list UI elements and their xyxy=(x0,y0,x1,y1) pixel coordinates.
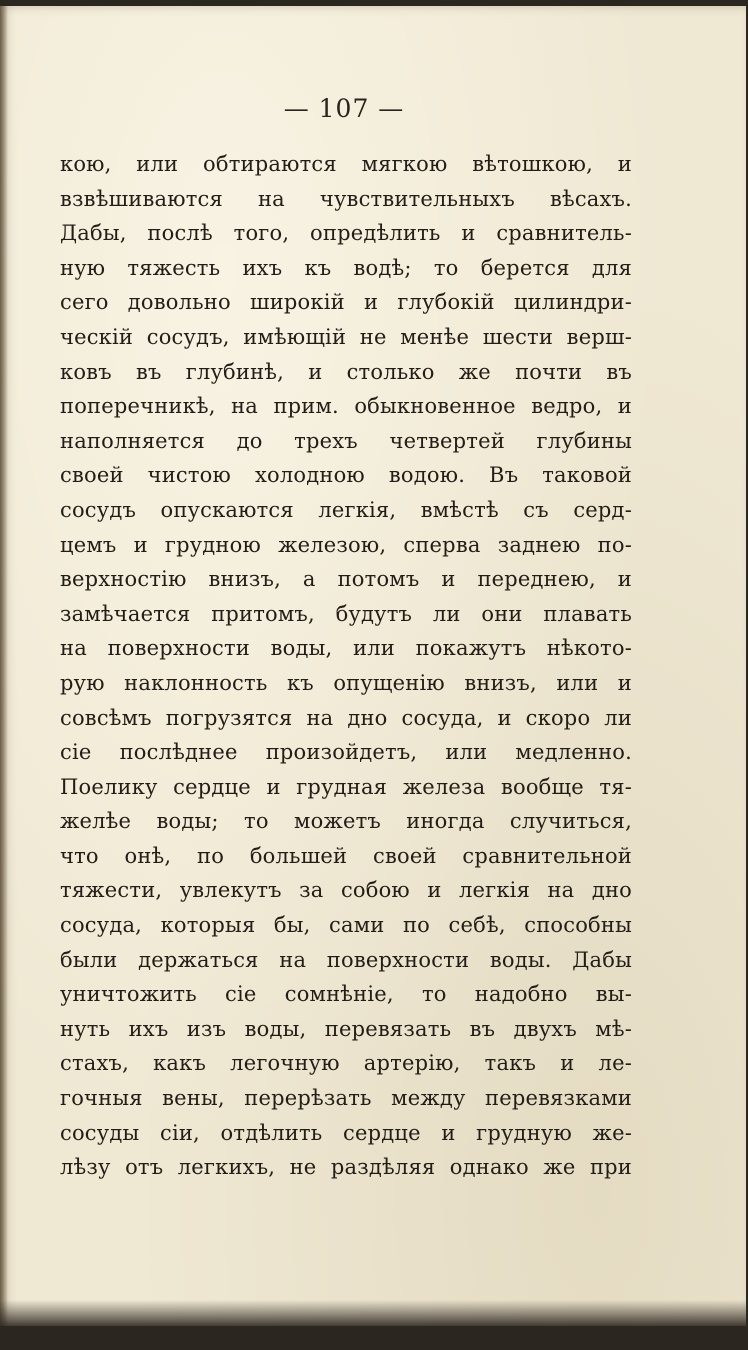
page-number: — 107 — xyxy=(283,94,405,123)
text-line: ную тяжесть ихъ къ водѣ; то берется для xyxy=(60,255,632,280)
text-line: были держаться на поверхности воды. Дабы xyxy=(60,947,632,972)
text-line: нуть ихъ изъ воды, перевязать въ двухъ мѣ- xyxy=(60,1016,632,1041)
text-line: Поелику сердце и грудная железа вообще тя- xyxy=(60,774,632,799)
text-line: совсѣмъ погрузятся на дно сосуда, и скоро ли xyxy=(60,705,632,730)
text-line: что онѣ, по большей своей сравнительной xyxy=(60,843,632,868)
text-line: верхностію внизъ, а потомъ и переднею, и xyxy=(60,567,632,592)
body-text xyxy=(60,147,632,1185)
book-page xyxy=(0,6,746,1326)
text-line: наполняется до трехъ четвертей глубины xyxy=(60,428,632,453)
text-line: на поверхности воды, или покажутъ нѣкото- xyxy=(60,636,632,661)
text-line: своей чистою холодною водою. Въ таковой xyxy=(60,463,632,488)
text-line: ческій сосудъ, имѣющій не менѣе шести верш- xyxy=(60,324,632,349)
text-line: цемъ и грудною железою, сперва заднею по- xyxy=(60,532,632,557)
text-line: сосудъ опускаются легкія, вмѣстѣ съ серд- xyxy=(60,497,632,522)
text-line: взвѣшиваются на чувствительныхъ вѣсахъ. xyxy=(60,186,632,211)
text-line: лѣзу отъ легкихъ, не раздѣляя однако же при xyxy=(60,1155,632,1180)
text-line: желѣе воды; то можетъ иногда случиться, xyxy=(60,809,632,834)
text-line: сего довольно широкій и глубокій цилиндри- xyxy=(60,290,632,315)
text-line: тяжести, увлекутъ за собою и легкія на дно xyxy=(60,878,632,903)
text-line: гочныя вены, перерѣзать между перевязками xyxy=(60,1086,632,1111)
page-binding-edge xyxy=(0,6,8,1326)
scan-bottom-shadow xyxy=(0,1300,748,1350)
text-line: сосуда, которыя бы, сами по себѣ, способны xyxy=(60,913,632,938)
text-line: рую наклонность къ опущенію внизъ, или и xyxy=(60,670,632,695)
text-line: Дабы, послѣ того, опредѣлить и сравнитель- xyxy=(60,221,632,246)
text-line: стахъ, какъ легочную артерію, такъ и ле- xyxy=(60,1051,632,1076)
text-line: кою, или обтираются мягкою вѣтошкою, и xyxy=(60,152,632,176)
text-line: ковъ въ глубинѣ, и столько же почти въ xyxy=(60,359,632,384)
text-line: замѣчается притомъ, будутъ ли они плавать xyxy=(60,601,632,626)
text-line: уничтожить сіе сомнѣніе, то надобно вы- xyxy=(60,982,632,1007)
text-line: сіе послѣднее произойдетъ, или медленно. xyxy=(60,740,632,765)
text-line: сосуды сіи, отдѣлить сердце и грудную же- xyxy=(60,1120,632,1145)
text-line: поперечникѣ, на прим. обыкновенное ведро, и xyxy=(60,394,632,419)
